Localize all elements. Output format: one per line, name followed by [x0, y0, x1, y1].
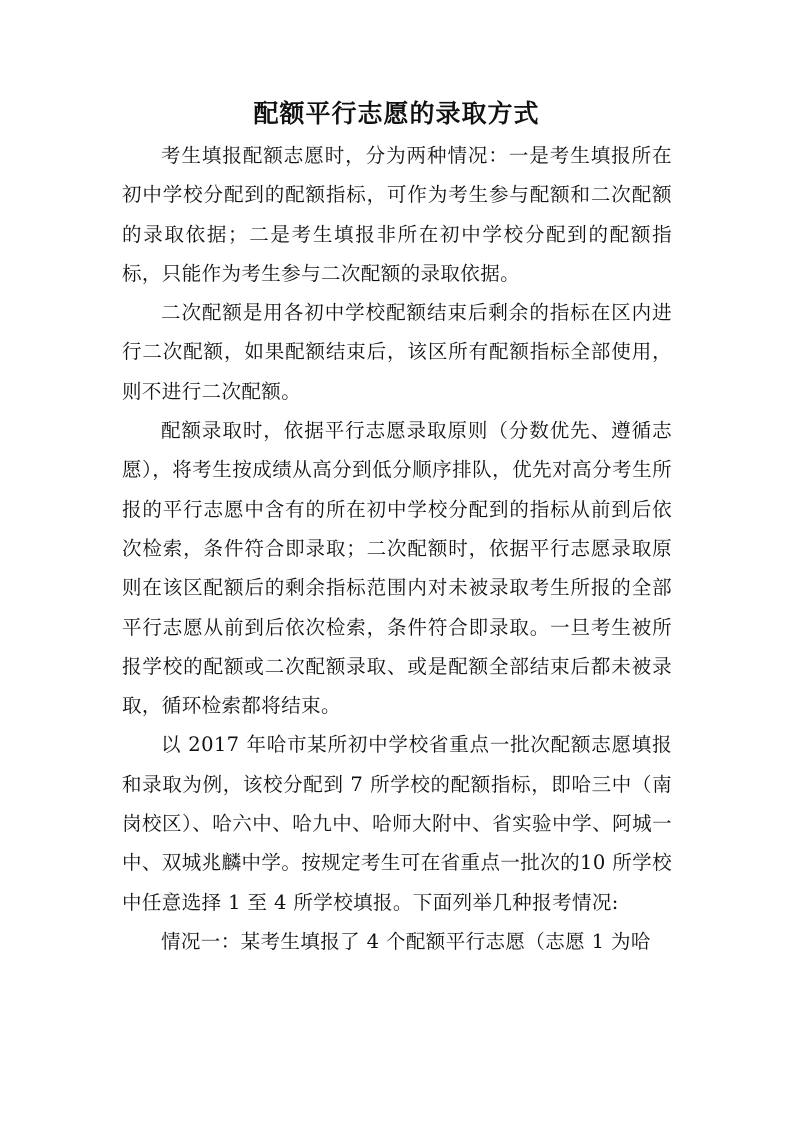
document-title: 配额平行志愿的录取方式	[253, 99, 540, 128]
paragraph-example-2017: 以 2017 年哈市某所初中学校省重点一批次配额志愿填报和录取为例，该校分配到 7 所学校的配额指标，即哈三中（南岗校区）、哈六中、哈九中、哈师大附中、省实验中学、阿城一中、双城兆麟中学。按规定考生可在省重点一批次的10 所学校中任意选择 1 至 4 所学校填报。下面列举几种报考情况:	[122, 733, 672, 914]
document-body	[122, 136, 672, 961]
paragraph-second-quota: 二次配额是用各初中学校配额结束后剩余的指标在区内进行二次配额，如果配额结束后，该区所有配额指标全部使用，则不进行二次配额。	[122, 301, 672, 403]
paragraph-case-one: 情况一：某考生填报了 4 个配额平行志愿（志愿 1 为哈	[161, 929, 651, 953]
paragraph-admission-cases: 考生填报配额志愿时，分为两种情况：一是考生填报所在初中学校分配到的配额指标，可作为考生参与配额和二次配额的录取依据；二是考生填报非所在初中学校分配到的配额指标，只能作为考生参与二次配额的录取依据。	[122, 144, 672, 285]
paragraph-admission-rules: 配额录取时，依据平行志愿录取原则（分数优先、遵循志愿），将考生按成绩从高分到低分顺序排队，优先对高分考生所报的平行志愿中含有的所在初中学校分配到的指标从前到后依次检索，条件符合即录取；二次配额时，依据平行志愿录取原则在该区配额后的剩余指标范围内对未被录取考生所报的全部平行志愿从前到后依次检索，条件符合即录取。一旦考生被所报学校的配额或二次配额录取、或是配额全部结束后都未被录取，循环检索都将结束。	[122, 419, 672, 718]
